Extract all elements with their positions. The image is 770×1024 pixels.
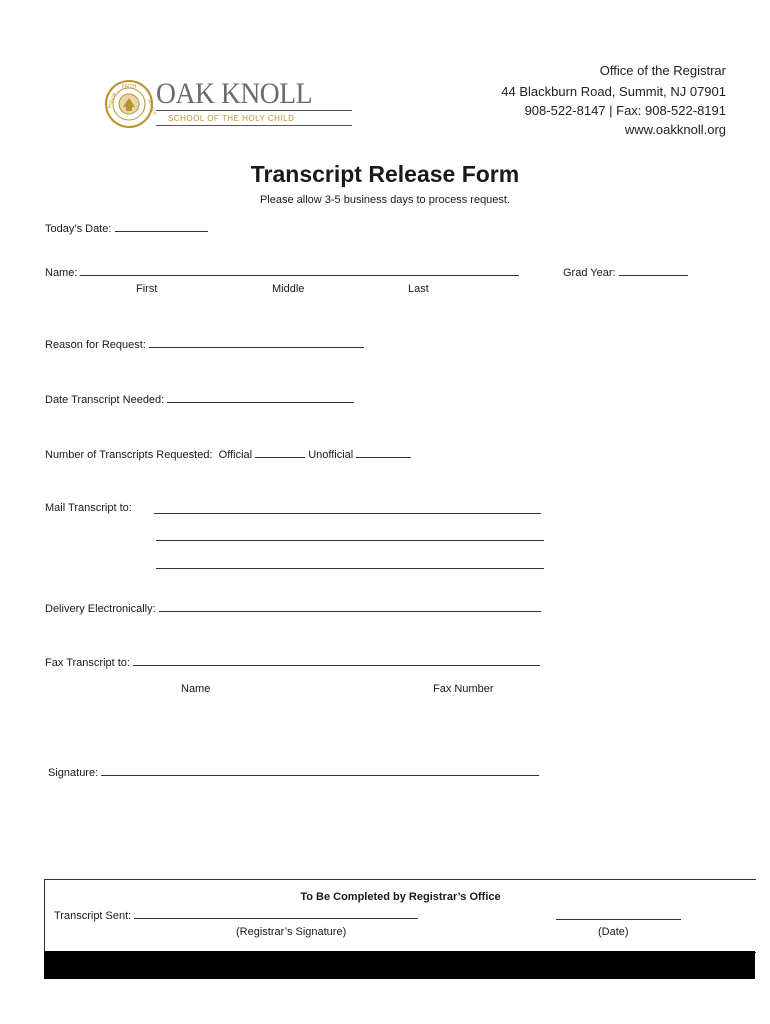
official-label: Official: [218, 449, 253, 461]
office-date-caption: (Date): [598, 926, 629, 938]
registrar-office-box: [44, 879, 756, 953]
fax-number-caption: Fax Number: [433, 683, 494, 695]
grad-year-label: Grad Year:: [563, 267, 616, 279]
form-title: Transcript Release Form: [250, 161, 520, 187]
mail-address-line-1[interactable]: [154, 503, 541, 514]
logo-subtitle: SCHOOL OF THE HOLY CHILD: [168, 114, 295, 123]
date-needed-field[interactable]: [167, 392, 354, 403]
mail-address-line-3[interactable]: [156, 558, 544, 569]
logo-rule-top: [156, 110, 352, 111]
office-address: 44 Blackburn Road, Summit, NJ 07901: [501, 84, 726, 99]
transcript-sent-label: Transcript Sent:: [54, 910, 132, 922]
delivery-row: [45, 601, 541, 615]
reason-label: Reason for Request:: [45, 339, 146, 351]
date-needed-label: Date Transcript Needed:: [45, 394, 165, 406]
seal-text-top: FAITH: [121, 84, 137, 90]
transcript-sent-row: [54, 908, 418, 922]
delivery-field[interactable]: [159, 601, 541, 612]
official-count-field[interactable]: [255, 447, 305, 458]
logo-rule-bottom: [156, 125, 352, 126]
signature-label: Signature:: [48, 767, 99, 779]
logo-name: OAK KNOLL: [156, 77, 313, 110]
grad-year-field[interactable]: [619, 265, 688, 276]
registrar-signature-caption: (Registrar’s Signature): [236, 926, 347, 938]
number-label: Number of Transcripts Requested:: [45, 449, 213, 461]
fax-label: Fax Transcript to:: [45, 657, 130, 669]
name-row: [45, 265, 519, 279]
mail-label: Mail Transcript to:: [45, 502, 132, 514]
reason-field[interactable]: [149, 337, 364, 348]
name-last-caption: Last: [408, 283, 429, 295]
unofficial-count-field[interactable]: [356, 447, 411, 458]
delivery-label: Delivery Electronically:: [45, 603, 156, 615]
office-name: Office of the Registrar: [599, 63, 726, 78]
signature-row: [48, 765, 539, 779]
date-needed-row: [45, 392, 354, 406]
seal-text-right: SERVICE: [147, 97, 158, 116]
office-date-field[interactable]: [556, 909, 681, 920]
todays-date-field[interactable]: [115, 221, 208, 232]
reason-row: [45, 337, 364, 351]
mail-address-line-2[interactable]: [156, 530, 544, 541]
number-row: [45, 447, 411, 461]
unofficial-label: Unofficial: [308, 449, 354, 461]
name-middle-caption: Middle: [272, 283, 305, 295]
fax-row: [45, 655, 540, 669]
school-seal-icon: [104, 79, 158, 129]
school-logo: [104, 77, 313, 133]
form-subtitle: Please allow 3-5 business days to process request.: [259, 194, 511, 206]
office-box-footer-bar: [44, 951, 755, 979]
fax-field[interactable]: [133, 655, 540, 666]
fax-name-caption: Name: [181, 683, 211, 695]
name-label: Name:: [45, 267, 78, 279]
office-phone-fax: 908-522-8147 | Fax: 908-522-8191: [524, 103, 726, 118]
todays-date-label: Today’s Date:: [45, 223, 112, 235]
grad-year-row: [563, 265, 688, 279]
office-website[interactable]: www.oakknoll.org: [624, 122, 726, 137]
name-field[interactable]: [80, 265, 519, 276]
signature-field[interactable]: [101, 765, 539, 776]
todays-date-row: [45, 221, 208, 235]
seal-text-left: WISDOM: [106, 91, 117, 110]
registrar-signature-field[interactable]: [134, 908, 418, 919]
office-use-heading: To Be Completed by Registrar’s Office: [300, 891, 501, 903]
name-first-caption: First: [136, 283, 158, 295]
